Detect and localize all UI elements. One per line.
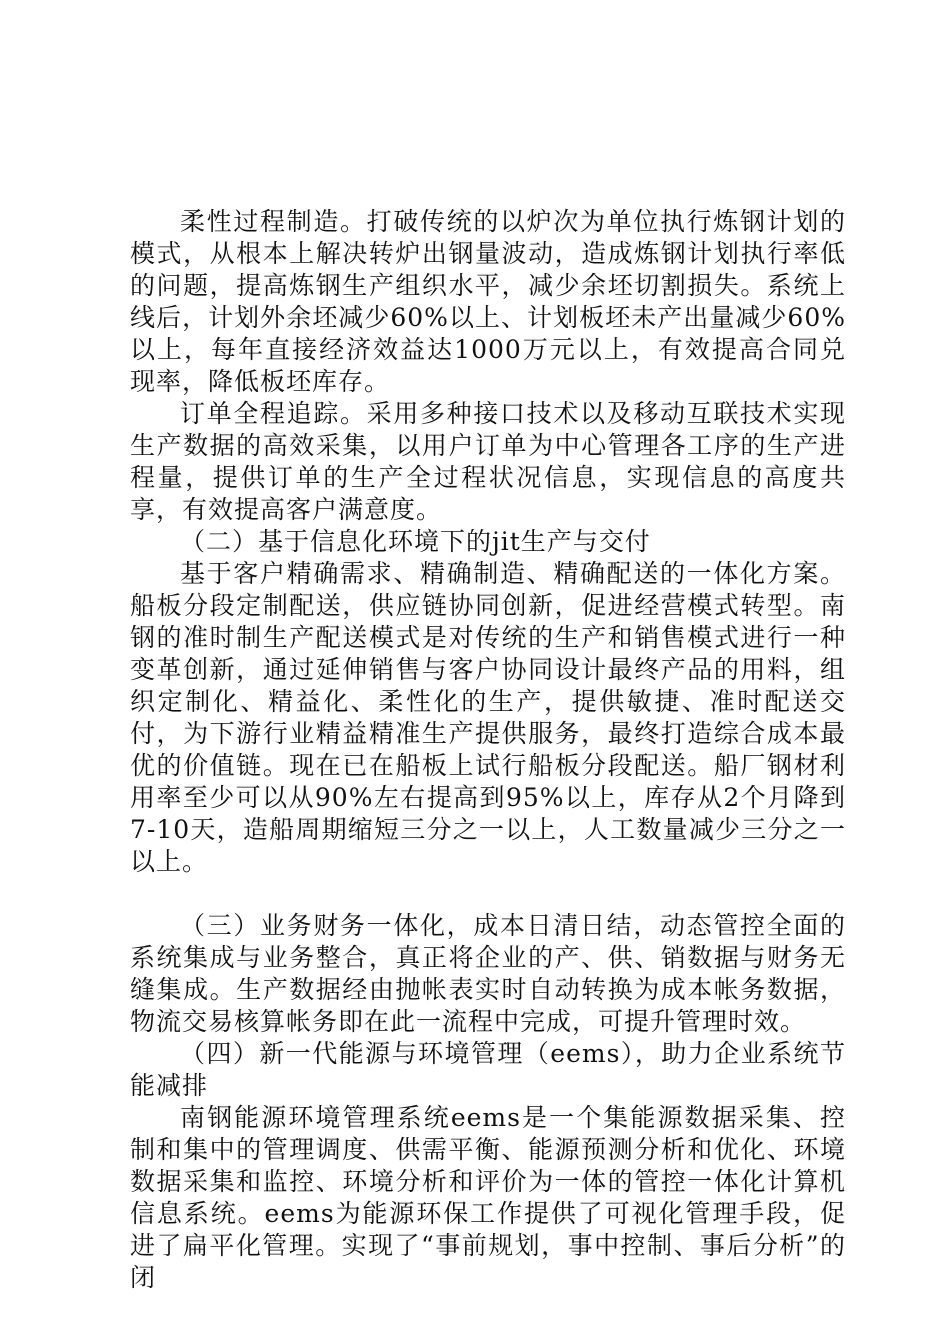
paragraph-spacer [130, 878, 846, 910]
paragraph-flexible-manufacturing: 柔性过程制造。打破传统的以炉次为单位执行炼钢计划的模式，从根本上解决转炉出钢量波动，造成炼钢计划执行率低的问题，提高炼钢生产组织水平，减少余坯切割损失。系统上线后，计划外余坯减少60%以上、计划板坯未产出量减少60%以上，每年直接经济效益达1000万元以上，有效提高合同兑现率，降低板坯库存。 [130, 207, 846, 396]
paragraph-eems: 南钢能源环境管理系统eems是一个集能源数据采集、控制和集中的管理调度、供需平衡、能源预测分析和优化、环境数据采集和监控、环境分析和评价为一体的管控一体化计算机信息系统。eems为能源环保工作提供了可视化管理手段，促进了扁平化管理。实现了“事前规划，事中控制、事后分析”的闭 [130, 1103, 846, 1292]
section-heading-eems: （四）新一代能源与环境管理（eems），助力企业系统节能减排 [130, 1039, 846, 1100]
document-body [130, 206, 846, 1294]
paragraph-order-tracking: 订单全程追踪。采用多种接口技术以及移动互联技术实现生产数据的高效采集，以用户订单为中心管理各工序的生产进程量，提供订单的生产全过程状况信息，实现信息的高度共享，有效提高客户满意度。 [130, 399, 846, 524]
paragraph-jit-delivery: 基于客户精确需求、精确制造、精确配送的一体化方案。船板分段定制配送，供应链协同创新，促进经营模式转型。南钢的准时制生产配送模式是对传统的生产和销售模式进行一种变革创新，通过延伸销售与客户协同设计最终产品的用料，组织定制化、精益化、柔性化的生产，提供敏捷、准时配送交付，为下游行业精益精准生产提供服务，最终打造综合成本最优的价值链。现在已在船板上试行船板分段配送。船厂钢材利用率至少可以从90%左右提高到95%以上，库存从2个月降到7-10天，造船周期缩短三分之一以上，人工数量减少三分之一以上。 [130, 559, 846, 876]
paragraph-finance-integration: （三）业务财务一体化，成本日清日结，动态管控全面的系统集成与业务整合，真正将企业的产、供、销数据与财务无缝集成。生产数据经由抛帐表实时自动转换为成本帐务数据，物流交易核算帐务即在此一流程中完成，可提升管理时效。 [130, 911, 846, 1036]
section-heading-jit: （二）基于信息化环境下的jit生产与交付 [180, 527, 651, 556]
